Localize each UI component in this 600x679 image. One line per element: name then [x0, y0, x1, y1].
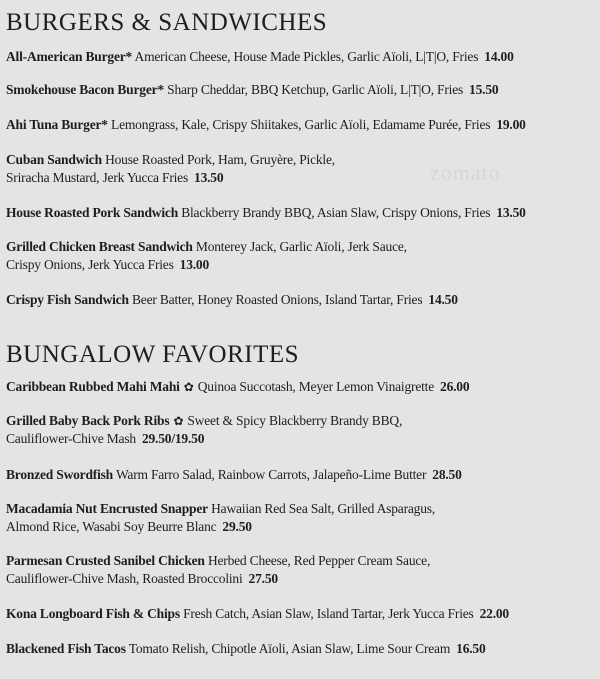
menu-item: [6, 238, 596, 274]
item-name: Smokehouse Bacon Burger*: [6, 82, 164, 97]
item-price: 15.50: [469, 82, 499, 97]
item-name: House Roasted Pork Sandwich: [6, 205, 178, 220]
item-name: Ahi Tuna Burger*: [6, 117, 108, 132]
item-description: Tomato Relish, Chipotle Aïoli, Asian Slaw, Lime Sour Cream: [128, 641, 451, 656]
item-price: 27.50: [248, 571, 278, 586]
menu-item: [6, 412, 596, 448]
item-description-line2: Almond Rice, Wasabi Soy Beurre Blanc: [6, 519, 217, 534]
item-price: 13.00: [179, 257, 210, 272]
menu-item: [6, 116, 596, 134]
menu-item: [6, 378, 596, 396]
item-price: 26.00: [440, 379, 470, 394]
item-name: Grilled Chicken Breast Sandwich: [6, 239, 193, 254]
menu-item: [6, 291, 596, 309]
menu-item: [6, 48, 596, 66]
item-description: Sweet & Spicy Blackberry Brandy BBQ,: [187, 413, 403, 428]
item-description: Herbed Cheese, Red Pepper Cream Sauce,: [207, 553, 431, 568]
item-name: Cuban Sandwich: [6, 152, 102, 167]
item-name: Blackened Fish Tacos: [6, 641, 126, 656]
item-description-line2: Cauliflower-Chive Mash: [6, 431, 136, 446]
item-price: 22.00: [479, 606, 509, 621]
item-description: Warm Farro Salad, Rainbow Carrots, Jalapeño-Lime Butter: [115, 467, 427, 482]
item-name: Grilled Baby Back Pork Ribs: [6, 413, 170, 428]
menu-item: [6, 151, 596, 187]
item-name: Kona Longboard Fish & Chips: [6, 606, 180, 621]
menu-item: [6, 640, 596, 658]
item-name: All-American Burger*: [6, 49, 133, 64]
item-price: 19.00: [496, 117, 526, 132]
leaf-icon: ✿: [183, 380, 194, 394]
menu-item: [6, 204, 596, 222]
item-description: Monterey Jack, Garlic Aïoli, Jerk Sauce,: [195, 239, 407, 254]
menu-item: [6, 81, 596, 99]
item-price: 16.50: [456, 641, 486, 656]
item-price: 28.50: [432, 467, 462, 482]
item-description: Fresh Catch, Asian Slaw, Island Tartar, Jerk Yucca Fries: [183, 606, 474, 621]
item-price: 29.50: [222, 519, 252, 534]
menu-item: [6, 500, 596, 536]
item-description: Quinoa Succotash, Meyer Lemon Vinaigrette: [197, 379, 435, 394]
item-description-line2: Sriracha Mustard, Jerk Yucca Fries: [6, 170, 189, 185]
section-heading: BURGERS & SANDWICHES: [6, 9, 328, 36]
item-name: Parmesan Crusted Sanibel Chicken: [6, 553, 205, 568]
item-description: Sharp Cheddar, BBQ Ketchup, Garlic Aïoli, L|T|O, Fries: [167, 82, 464, 97]
item-description: Blackberry Brandy BBQ, Asian Slaw, Crispy Onions, Fries: [181, 205, 491, 220]
menu-item: [6, 552, 596, 588]
item-description: Lemongrass, Kale, Crispy Shiitakes, Garlic Aïoli, Edamame Purée, Fries: [111, 117, 491, 132]
menu-item: [6, 605, 596, 623]
item-name: Bronzed Swordfish: [6, 467, 113, 482]
item-description-line2: Cauliflower-Chive Mash, Roasted Broccolini: [6, 571, 243, 586]
item-price: 14.50: [428, 292, 458, 307]
item-description-line2: Crispy Onions, Jerk Yucca Fries: [6, 257, 174, 272]
item-price: 29.50/19.50: [141, 431, 205, 446]
item-description: Beer Batter, Honey Roasted Onions, Island Tartar, Fries: [131, 292, 423, 307]
item-name: Caribbean Rubbed Mahi Mahi: [6, 379, 180, 394]
item-price: 13.50: [496, 205, 526, 220]
leaf-icon: ✿: [173, 414, 184, 428]
watermark: zomato: [430, 160, 501, 185]
menu-item: [6, 466, 596, 484]
item-description: American Cheese, House Made Pickles, Garlic Aïoli, L|T|O, Fries: [134, 49, 479, 64]
section-heading: BUNGALOW FAVORITES: [6, 341, 300, 368]
item-description: Hawaiian Red Sea Salt, Grilled Asparagus,: [211, 501, 435, 516]
item-price: 13.50: [194, 170, 224, 185]
item-price: 14.00: [484, 49, 514, 64]
item-name: Crispy Fish Sandwich: [6, 292, 129, 307]
item-name: Macadamia Nut Encrusted Snapper: [6, 501, 208, 516]
item-description: House Roasted Pork, Ham, Gruyère, Pickle,: [105, 152, 335, 167]
